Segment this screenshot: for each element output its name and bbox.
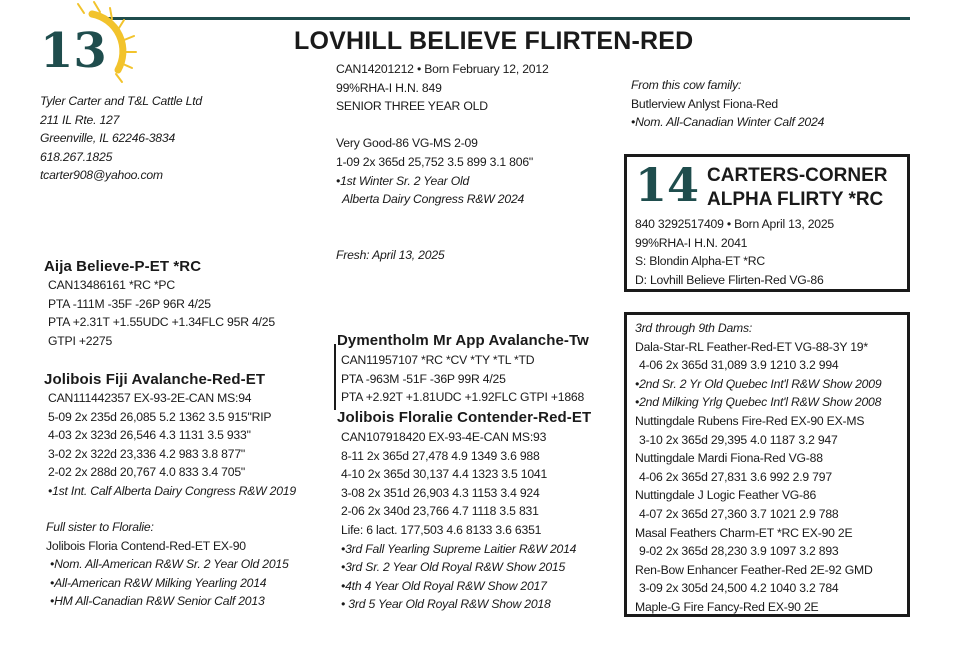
granddam-record-1: 8-11 2x 365d 27,478 4.9 1349 3.6 988	[341, 448, 540, 463]
lot-number: 13	[40, 23, 107, 79]
animal-rha-hn: 99%RHA-I H.N. 849	[336, 80, 442, 95]
dams-line: Ren-Bow Enhancer Feather-Red 2E-92 GMD	[635, 562, 873, 577]
lot14-title-2: ALPHA FLIRTY *RC	[707, 189, 884, 210]
dams-line: •2nd Milking Yrlg Quebec Int'l R&W Show 2008	[635, 395, 882, 410]
dams-line: 3-09 2x 305d 24,500 4.2 1040 3.2 784	[639, 581, 839, 596]
animal-award: •1st Winter Sr. 2 Year Old	[336, 173, 470, 188]
granddam-record-3: 3-08 2x 351d 26,903 4.3 1153 3.4 924	[341, 485, 540, 500]
consignor-name: Tyler Carter and T&L Cattle Ltd	[40, 94, 203, 108]
granddam-name: Jolibois Floralie Contender-Red-ET	[337, 409, 592, 426]
full-sister-name: Jolibois Floria Contend-Red-ET EX-90	[46, 538, 246, 553]
granddam-life: Life: 6 lact. 177,503 4.6 8133 3.6 6351	[341, 522, 542, 537]
dams-line: 4-06 2x 365d 31,089 3.9 1210 3.2 994	[639, 358, 839, 373]
dams-list	[635, 319, 881, 617]
sire-pta-2: PTA +2.31T +1.55UDC +1.34FLC 95R 4/25	[48, 315, 275, 330]
dam-details	[48, 389, 296, 501]
lot14-number: 14	[635, 158, 700, 212]
dams-line: Nuttingdale J Logic Feather VG-86	[635, 488, 817, 503]
granddam-details	[341, 428, 576, 614]
granddam-award-4: • 3rd 5 Year Old Royal R&W Show 2018	[341, 597, 551, 612]
granddam-reg: CAN107918420 EX-93-4E-CAN MS:93	[341, 430, 547, 444]
dams-line: 3-10 2x 365d 29,395 4.0 1187 3.2 947	[639, 432, 838, 447]
granddam-award-3: •4th 4 Year Old Royal R&W Show 2017	[341, 578, 547, 593]
cow-family-heading: From this cow family:	[631, 78, 742, 92]
cow-family-name: Butlerview Anlyst Fiona-Red	[631, 96, 779, 111]
full-sister-award-2: •All-American R&W Milking Yearling 2014	[50, 575, 267, 590]
sire-reg: CAN13486161 *RC *PC	[48, 278, 175, 292]
animal-reg-birth: CAN14201212 • Born February 12, 2012	[336, 62, 549, 76]
lot14-dam: D: Lovhill Believe Flirten-Red VG-86	[635, 272, 824, 287]
dams-line: Maple-G Fire Fancy-Red EX-90 2E	[635, 599, 819, 614]
dams-line: Nuttingdale Mardi Fiona-Red VG-88	[635, 451, 823, 466]
full-sister-award-1: •Nom. All-American R&W Sr. 2 Year Old 2015	[50, 557, 289, 572]
dams-box	[624, 312, 910, 617]
dams-line: 4-07 2x 365d 27,360 3.7 1021 2.9 788	[639, 506, 839, 521]
dams-heading: 3rd through 9th Dams:	[635, 321, 753, 335]
animal-details	[336, 60, 549, 265]
full-sister-award-3: •HM All-Canadian R&W Senior Calf 2013	[50, 594, 265, 609]
lot14-details	[635, 215, 834, 289]
dams-line: •2nd Sr. 2 Yr Old Quebec Int'l R&W Show 2009	[635, 376, 882, 391]
lot14-reg-birth: 840 3292517409 • Born April 13, 2025	[635, 217, 835, 231]
lot14-title-1: CARTERS-CORNER	[707, 165, 888, 186]
granddam-award-2: •3rd Sr. 2 Year Old Royal R&W Show 2015	[341, 560, 566, 575]
consignor-info	[40, 92, 202, 185]
animal-class: SENIOR THREE YEAR OLD	[336, 99, 488, 114]
animal-record: 1-09 2x 365d 25,752 3.5 899 3.1 806"	[336, 154, 534, 169]
mgs-pta-1: PTA -963M -51F -36P 99R 4/25	[341, 371, 506, 386]
sire-details	[48, 276, 275, 350]
dam-name: Jolibois Fiji Avalanche-Red-ET	[44, 371, 266, 388]
lot14-rha-hn: 99%RHA-I H.N. 2041	[635, 235, 748, 250]
lot14-box	[624, 154, 910, 292]
mgs-pta-2: PTA +2.92T +1.81UDC +1.92FLC GTPI +1868	[341, 390, 585, 405]
animal-blank	[336, 116, 549, 135]
full-sister	[46, 518, 289, 611]
dams-line: Dala-Star-RL Feather-Red-ET VG-88-3Y 19*	[635, 339, 868, 354]
mgs-name: Dymentholm Mr App Avalanche-Tw	[337, 332, 589, 349]
cow-family	[631, 76, 824, 132]
sire-gtpi: GTPI +2275	[48, 333, 113, 348]
animal-award-show: Alberta Dairy Congress R&W 2024	[342, 192, 525, 207]
granddam-award-1: •3rd Fall Yearling Supreme Laitier R&W 2014	[341, 541, 577, 556]
header-rule	[102, 17, 910, 20]
dams-line: 4-06 2x 365d 27,831 3.6 992 2.9 797	[639, 469, 832, 484]
dams-line: Nuttingdale Rubens Fire-Red EX-90 EX-MS	[635, 413, 865, 428]
consignor-address: 211 IL Rte. 127	[40, 112, 120, 127]
spacer	[336, 209, 549, 228]
dams-line: 9-02 2x 365d 28,230 3.9 1097 3.2 893	[639, 544, 839, 559]
dam-reg: CAN111442357 EX-93-2E-CAN MS:94	[48, 391, 252, 405]
full-sister-heading: Full sister to Floralie:	[46, 520, 154, 534]
cow-family-award: •Nom. All-Canadian Winter Calf 2024	[631, 115, 825, 130]
dam-record-4: 2-02 2x 288d 20,767 4.0 833 3.4 705"	[48, 465, 246, 480]
mgs-details	[341, 351, 584, 407]
granddam-record-4: 2-06 2x 340d 23,766 4.7 1118 3.5 831	[341, 504, 539, 519]
mgs-bracket	[334, 344, 336, 410]
dam-award: •1st Int. Calf Alberta Dairy Congress R&W 2019	[48, 483, 296, 498]
consignor-city: Greenville, IL 62246-3834	[40, 131, 176, 146]
consignor-phone: 618.267.1825	[40, 149, 113, 164]
spacer	[336, 227, 549, 246]
granddam-record-2: 4-10 2x 365d 30,137 4.4 1323 3.5 1041	[341, 467, 548, 482]
consignor-email: tcarter908@yahoo.com	[40, 168, 163, 183]
fresh-date: Fresh: April 13, 2025	[336, 247, 445, 262]
sire-pta-1: PTA -111M -35F -26P 96R 4/25	[48, 296, 211, 311]
dams-line: Masal Feathers Charm-ET *RC EX-90 2E	[635, 525, 853, 540]
dam-record-3: 3-02 2x 322d 23,336 4.2 983 3.8 877"	[48, 446, 246, 461]
page-title: LOVHILL BELIEVE FLIRTEN-RED	[294, 27, 694, 55]
dam-record-2: 4-03 2x 323d 26,546 4.3 1131 3.5 933"	[48, 428, 251, 443]
lot14-sire: S: Blondin Alpha-ET *RC	[635, 254, 765, 269]
animal-classification: Very Good-86 VG-MS 2-09	[336, 136, 478, 151]
dam-record-1: 5-09 2x 235d 26,085 5.2 1362 3.5 915"RIP	[48, 409, 272, 424]
mgs-reg: CAN11957107 *RC *CV *TY *TL *TD	[341, 353, 535, 367]
sire-name: Aija Believe-P-ET *RC	[44, 258, 202, 275]
